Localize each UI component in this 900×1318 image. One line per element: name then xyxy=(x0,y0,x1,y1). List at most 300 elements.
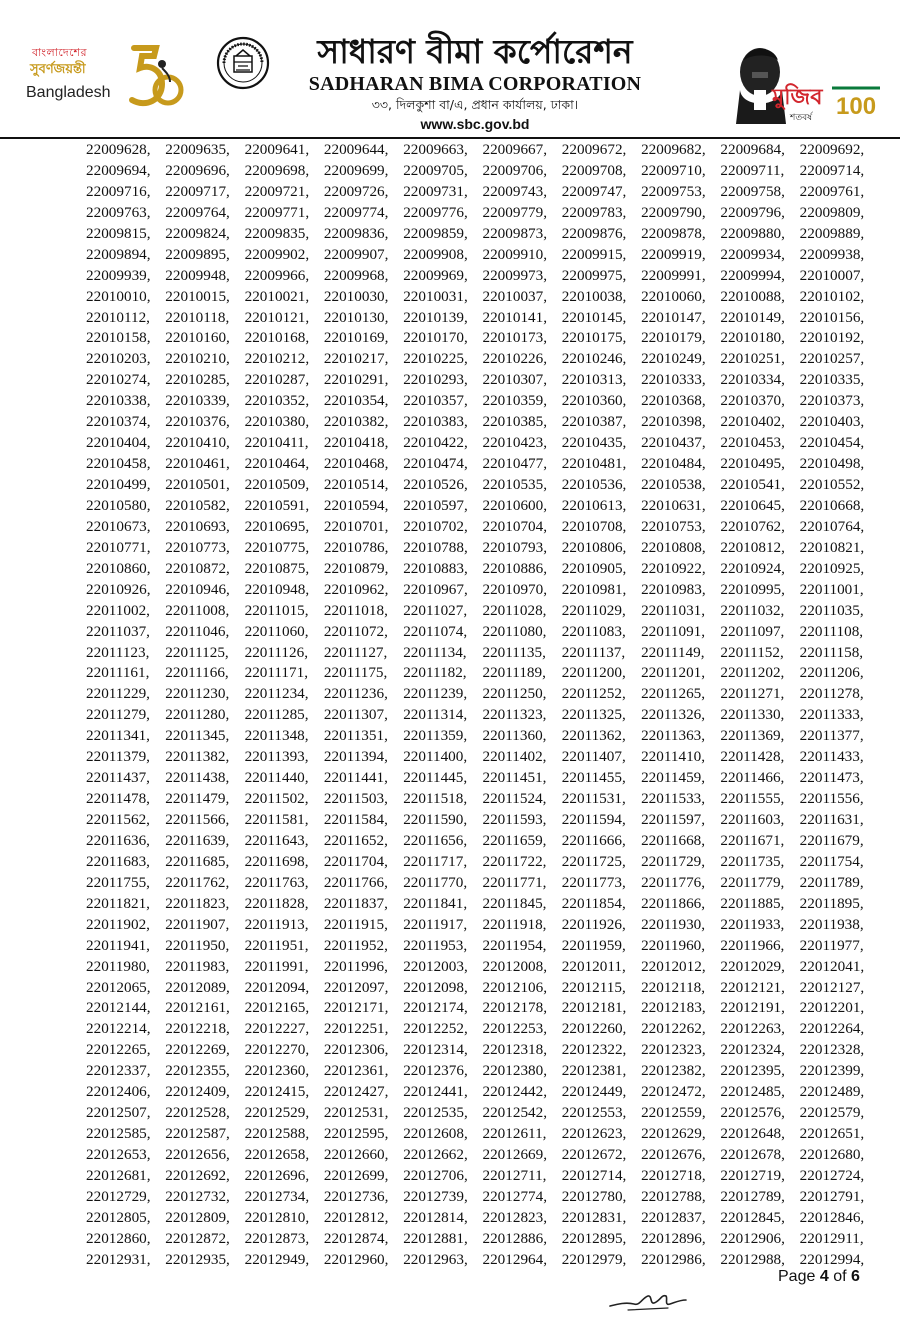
policy-number: 22011773, xyxy=(561,873,626,891)
policy-number: 22011125, xyxy=(165,643,229,661)
policy-number: 22011271, xyxy=(720,685,785,703)
mujib-centenary-logo xyxy=(712,32,882,127)
policy-number: 22010251, xyxy=(720,350,785,368)
policy-number: 22011202, xyxy=(720,664,785,682)
policy-number: 22011161, xyxy=(86,664,150,682)
policy-number: 22012415, xyxy=(244,1083,310,1101)
policy-number: 22009764, xyxy=(165,203,230,221)
policy-number: 22009783, xyxy=(561,203,627,221)
policy-number: 22011917, xyxy=(403,915,468,933)
policy-number: 22012360, xyxy=(244,1062,310,1080)
policy-number: 22011685, xyxy=(165,852,230,870)
policy-number: 22012911, xyxy=(799,1229,864,1247)
policy-number: 22010501, xyxy=(165,476,230,493)
policy-number: 22012964, xyxy=(482,1250,548,1268)
policy-number: 22012265, xyxy=(86,1041,151,1059)
number-row xyxy=(86,496,876,517)
mujib-logo-sub: শতবর্ষ xyxy=(790,113,813,123)
policy-number: 22012699, xyxy=(323,1166,389,1184)
policy-number: 22010762, xyxy=(720,517,785,535)
policy-number: 22010883, xyxy=(403,559,468,577)
policy-number: 22012660, xyxy=(323,1146,389,1163)
policy-number: 22012065, xyxy=(86,978,151,996)
policy-number: 22012361, xyxy=(323,1062,389,1080)
policy-number: 22012376, xyxy=(403,1062,468,1080)
policy-number: 22011631, xyxy=(799,811,864,828)
policy-number: 22012662, xyxy=(403,1146,468,1163)
policy-number: 22012873, xyxy=(244,1229,310,1247)
policy-number: 22011001, xyxy=(799,580,864,598)
policy-number: 22011593, xyxy=(482,811,547,828)
policy-number: 22011823, xyxy=(165,894,230,912)
number-row xyxy=(86,1124,876,1145)
policy-number: 22012810, xyxy=(244,1208,310,1226)
policy-number: 22012874, xyxy=(323,1229,389,1247)
policy-number: 22009710, xyxy=(641,161,706,179)
policy-number: 22012706, xyxy=(403,1166,468,1184)
policy-number: 22012535, xyxy=(403,1104,468,1122)
policy-number: 22011002, xyxy=(86,601,150,619)
number-row xyxy=(86,978,876,999)
policy-number: 22011966, xyxy=(720,936,785,954)
number-row xyxy=(86,1019,876,1040)
policy-number: 22009907, xyxy=(323,245,389,263)
policy-number: 22011182, xyxy=(403,664,467,682)
policy-number: 22010030, xyxy=(323,287,389,305)
corporation-address: ৩৩, দিলকুশা বা/এ, প্রধান কার্যালয়, ঢাকা। xyxy=(371,97,579,112)
policy-number: 22011913, xyxy=(244,915,309,933)
policy-number: 22010922, xyxy=(641,559,706,577)
policy-number: 22012012, xyxy=(641,957,706,975)
policy-number: 22010477, xyxy=(482,455,548,473)
number-row xyxy=(86,140,876,161)
policy-number: 22011189, xyxy=(482,664,546,682)
policy-number: 22012094, xyxy=(244,978,310,996)
policy-number: 22012845, xyxy=(720,1208,785,1226)
policy-number: 22012121, xyxy=(720,978,785,996)
policy-number: 22012409, xyxy=(165,1083,230,1101)
policy-number: 22011983, xyxy=(165,957,230,975)
policy-number: 22011158, xyxy=(799,643,864,661)
number-row xyxy=(86,1061,876,1082)
policy-number: 22010037, xyxy=(482,287,548,305)
policy-number: 22011918, xyxy=(482,915,547,933)
policy-number: 22011394, xyxy=(323,748,388,766)
policy-number: 22011362, xyxy=(561,727,626,745)
policy-number: 22009776, xyxy=(403,203,468,221)
policy-number: 22011473, xyxy=(799,769,864,787)
policy-number: 22009635, xyxy=(165,141,230,158)
policy-number: 22012529, xyxy=(244,1104,310,1122)
page-label: Page xyxy=(778,1268,816,1285)
policy-number: 22011236, xyxy=(323,685,388,703)
policy-number: 22010192, xyxy=(799,329,865,347)
policy-number: 22012846, xyxy=(799,1208,865,1226)
policy-number: 22011698, xyxy=(244,852,309,870)
policy-number: 22010246, xyxy=(561,350,627,368)
policy-number: 22012837, xyxy=(641,1208,706,1226)
policy-number: 22011265, xyxy=(641,685,706,703)
policy-number: 22011828, xyxy=(244,894,309,912)
policy-number: 22012528, xyxy=(165,1104,230,1122)
golden-jubilee-line2: সুবর্ণজয়ন্তী xyxy=(30,62,86,77)
policy-number: 22011735, xyxy=(720,852,785,870)
policy-number: 22010374, xyxy=(86,413,151,431)
policy-number: 22012314, xyxy=(403,1041,468,1059)
policy-number: 22010631, xyxy=(641,496,706,514)
policy-number: 22011035, xyxy=(799,601,864,619)
policy-number: 22011407, xyxy=(561,748,626,766)
policy-number: 22011027, xyxy=(403,601,468,619)
policy-number: 22011359, xyxy=(403,727,468,745)
policy-number: 22012183, xyxy=(641,999,706,1017)
policy-number: 22010038, xyxy=(561,287,627,305)
policy-number: 22010594, xyxy=(323,496,389,514)
policy-number: 22010169, xyxy=(323,329,389,347)
policy-number: 22011360, xyxy=(482,727,547,745)
golden-jubilee-country: Bangladesh xyxy=(26,84,111,101)
policy-number: 22009895, xyxy=(165,245,230,263)
policy-number: 22010591, xyxy=(244,496,310,514)
number-row xyxy=(86,1250,876,1271)
policy-number: 22009824, xyxy=(165,224,230,242)
policy-number: 22010702, xyxy=(403,517,468,535)
policy-number: 22009672, xyxy=(561,141,627,158)
policy-number: 22010821, xyxy=(799,538,865,556)
policy-number: 22009915, xyxy=(561,245,627,263)
policy-number: 22012322, xyxy=(561,1041,627,1059)
policy-number: 22011345, xyxy=(165,727,230,745)
policy-number: 22011771, xyxy=(482,873,547,891)
policy-number: 22010010, xyxy=(86,287,151,305)
policy-number: 22009910, xyxy=(482,245,548,263)
golden-jubilee-line1: বাংলাদেশের xyxy=(32,46,88,59)
policy-number: 22010139, xyxy=(403,308,468,326)
policy-number: 22012681, xyxy=(86,1166,151,1184)
policy-number: 22012653, xyxy=(86,1146,151,1163)
policy-number: 22012262, xyxy=(641,1020,706,1038)
policy-number: 22009919, xyxy=(641,245,706,263)
policy-number: 22010410, xyxy=(165,434,230,452)
policy-number: 22011518, xyxy=(403,790,468,808)
policy-number: 22010287, xyxy=(244,371,310,389)
policy-number: 22011954, xyxy=(482,936,547,954)
policy-number: 22011459, xyxy=(641,769,706,787)
policy-number: 22012986, xyxy=(641,1250,706,1268)
policy-number: 22011341, xyxy=(86,727,150,745)
policy-number: 22012191, xyxy=(720,999,785,1017)
number-row xyxy=(86,370,876,391)
policy-number: 22010210, xyxy=(165,350,230,368)
number-row xyxy=(86,349,876,370)
policy-number: 22011097, xyxy=(720,622,785,640)
policy-number: 22011933, xyxy=(720,915,785,933)
policy-number: 22011074, xyxy=(403,622,468,640)
policy-number: 22009790, xyxy=(641,203,706,221)
policy-number: 22011659, xyxy=(482,831,547,849)
policy-number: 22012669, xyxy=(482,1146,548,1163)
policy-number: 22011679, xyxy=(799,831,864,849)
policy-number: 22010983, xyxy=(641,580,706,598)
policy-number: 22012736, xyxy=(323,1187,389,1205)
policy-number: 22010514, xyxy=(323,476,389,493)
policy-number: 22011581, xyxy=(244,811,309,828)
policy-number: 22011091, xyxy=(641,622,706,640)
policy-number: 22009771, xyxy=(244,203,310,221)
policy-number: 22010786, xyxy=(323,538,389,556)
policy-number: 22011729, xyxy=(641,852,706,870)
policy-number: 22010160, xyxy=(165,329,230,347)
number-row xyxy=(86,433,876,454)
policy-number: 22011323, xyxy=(482,706,547,724)
policy-number: 22010552, xyxy=(799,476,865,493)
policy-number: 22011643, xyxy=(244,831,309,849)
policy-number: 22009939, xyxy=(86,266,151,284)
policy-number: 22009711, xyxy=(720,161,785,179)
policy-number: 22010995, xyxy=(720,580,785,598)
policy-number: 22010645, xyxy=(720,496,785,514)
number-row xyxy=(86,705,876,726)
policy-number: 22010225, xyxy=(403,350,468,368)
policy-number: 22010376, xyxy=(165,413,230,431)
policy-number: 22011478, xyxy=(86,790,150,808)
number-row xyxy=(86,391,876,412)
policy-number: 22011845, xyxy=(482,894,547,912)
policy-number: 22010226, xyxy=(482,350,548,368)
number-row xyxy=(86,1229,876,1250)
policy-number: 22011280, xyxy=(165,706,230,724)
number-row xyxy=(86,203,876,224)
number-row xyxy=(86,1208,876,1229)
policy-number: 22012264, xyxy=(799,1020,865,1038)
policy-number: 22011821, xyxy=(86,894,150,912)
policy-number: 22010535, xyxy=(482,476,548,493)
policy-number: 22011866, xyxy=(641,894,706,912)
policy-number: 22012106, xyxy=(482,978,548,996)
policy-number: 22010370, xyxy=(720,392,785,410)
policy-number: 22010031, xyxy=(403,287,468,305)
policy-number: 22011239, xyxy=(403,685,468,703)
policy-number: 22012380, xyxy=(482,1062,548,1080)
policy-number: 22012252, xyxy=(403,1020,468,1038)
policy-number: 22011502, xyxy=(244,790,309,808)
policy-number: 22012328, xyxy=(799,1041,865,1059)
number-row xyxy=(86,224,876,245)
policy-number: 22012676, xyxy=(641,1146,706,1163)
policy-number: 22010948, xyxy=(244,580,310,598)
policy-number: 22012003, xyxy=(403,957,468,975)
policy-number: 22009698, xyxy=(244,161,310,179)
policy-number: 22012696, xyxy=(244,1166,310,1184)
policy-number: 22010701, xyxy=(323,517,389,535)
policy-number: 22011080, xyxy=(482,622,547,640)
number-row xyxy=(86,684,876,705)
page-of: of xyxy=(833,1268,847,1285)
policy-number: 22012489, xyxy=(799,1083,865,1101)
policy-number: 22012089, xyxy=(165,978,230,996)
policy-number: 22011991, xyxy=(244,957,309,975)
policy-number: 22010708, xyxy=(561,517,627,535)
policy-number: 22010402, xyxy=(720,413,785,431)
policy-number: 22011926, xyxy=(561,915,626,933)
policy-number: 22011229, xyxy=(86,685,150,703)
policy-number: 22011428, xyxy=(720,748,785,766)
policy-number: 22011533, xyxy=(641,790,706,808)
policy-number: 22011437, xyxy=(86,769,150,787)
corporation-title-english: SADHARAN BIMA CORPORATION xyxy=(308,73,642,95)
policy-number: 22011555, xyxy=(720,790,785,808)
policy-number: 22009948, xyxy=(165,266,230,284)
golden-jubilee-logo xyxy=(14,38,174,118)
policy-number: 22011951, xyxy=(244,936,309,954)
policy-number: 22012270, xyxy=(244,1041,310,1059)
policy-number: 22012507, xyxy=(86,1104,151,1122)
policy-number: 22011466, xyxy=(720,769,785,787)
policy-number: 22010175, xyxy=(561,329,627,347)
policy-number: 22011524, xyxy=(482,790,547,808)
policy-number: 22012214, xyxy=(86,1020,151,1038)
number-row xyxy=(86,810,876,831)
policy-number: 22011351, xyxy=(323,727,388,745)
policy-number: 22011126, xyxy=(244,643,309,661)
number-row xyxy=(86,1082,876,1103)
mujib-logo-text: মুজিব xyxy=(772,85,823,110)
policy-number: 22009761, xyxy=(799,182,865,200)
number-row xyxy=(86,287,876,308)
policy-number: 22011930, xyxy=(641,915,706,933)
policy-number: 22012809, xyxy=(165,1208,230,1226)
policy-number: 22011440, xyxy=(244,769,309,787)
policy-number: 22012860, xyxy=(86,1229,151,1247)
policy-number: 22010088, xyxy=(720,287,785,305)
policy-number: 22010788, xyxy=(403,538,468,556)
policy-number: 22010285, xyxy=(165,371,230,389)
policy-number: 22012608, xyxy=(403,1125,468,1143)
policy-number: 22011789, xyxy=(799,873,864,891)
policy-number: 22009774, xyxy=(323,203,389,221)
policy-number: 22012780, xyxy=(561,1187,627,1205)
policy-number: 22011369, xyxy=(720,727,785,745)
policy-number: 22009889, xyxy=(799,224,865,242)
policy-number: 22009731, xyxy=(403,182,468,200)
policy-number: 22012097, xyxy=(323,978,389,996)
policy-number: 22009991, xyxy=(641,266,706,284)
policy-number: 22012260, xyxy=(561,1020,627,1038)
policy-number: 22011763, xyxy=(244,873,309,891)
policy-number: 22009708, xyxy=(561,161,627,179)
policy-number: 22010536, xyxy=(561,476,627,493)
policy-number: 22010403, xyxy=(799,413,865,431)
number-row xyxy=(86,622,876,643)
policy-number: 22011135, xyxy=(482,643,546,661)
policy-number: 22010499, xyxy=(86,476,151,493)
policy-number: 22012011, xyxy=(561,957,626,975)
policy-number: 22010352, xyxy=(244,392,310,410)
policy-number: 22011779, xyxy=(720,873,785,891)
policy-number: 22010464, xyxy=(244,455,310,473)
policy-number: 22010600, xyxy=(482,496,548,514)
policy-number: 22010580, xyxy=(86,496,151,514)
policy-number: 22011278, xyxy=(799,685,864,703)
policy-number: 22011594, xyxy=(561,811,626,828)
policy-number: 22009743, xyxy=(482,182,548,200)
policy-number: 22011639, xyxy=(165,831,230,849)
policy-number: 22009880, xyxy=(720,224,785,242)
policy-number: 22012611, xyxy=(482,1125,547,1143)
policy-number: 22012595, xyxy=(323,1125,389,1143)
policy-number: 22012896, xyxy=(641,1229,706,1247)
policy-number: 22011556, xyxy=(799,790,864,808)
policy-number: 22009994, xyxy=(720,266,785,284)
policy-number: 22011379, xyxy=(86,748,150,766)
policy-number: 22009908, xyxy=(403,245,468,263)
policy-number: 22012724, xyxy=(799,1166,865,1184)
policy-number: 22012127, xyxy=(799,978,865,996)
policy-number: 22010970, xyxy=(482,580,548,598)
policy-number: 22011008, xyxy=(165,601,230,619)
number-row xyxy=(86,873,876,894)
policy-number: 22012201, xyxy=(799,999,865,1017)
policy-number: 22011722, xyxy=(482,852,547,870)
policy-number: 22011032, xyxy=(720,601,785,619)
policy-number: 22011566, xyxy=(165,811,230,828)
policy-number: 22012729, xyxy=(86,1187,151,1205)
policy-number: 22012218, xyxy=(165,1020,230,1038)
policy-number: 22009809, xyxy=(799,203,865,221)
policy-number: 22010212, xyxy=(244,350,310,368)
mujib-logo-number: 100 xyxy=(836,93,877,120)
policy-number: 22012324, xyxy=(720,1041,785,1059)
policy-number: 22011885, xyxy=(720,894,785,912)
policy-number: 22011668, xyxy=(641,831,706,849)
policy-number: 22011597, xyxy=(641,811,706,828)
number-row xyxy=(86,182,876,203)
golden-jubilee-fifty-icon xyxy=(126,38,186,118)
policy-number: 22009968, xyxy=(323,266,389,284)
policy-number: 22011123, xyxy=(86,643,150,661)
policy-number: 22010423, xyxy=(482,434,548,452)
policy-number: 22012181, xyxy=(561,999,627,1017)
policy-number: 22011941, xyxy=(86,936,150,954)
signature-mark xyxy=(608,1288,688,1314)
policy-number: 22009692, xyxy=(799,141,865,158)
policy-number: 22011230, xyxy=(165,685,230,703)
number-row xyxy=(86,580,876,601)
policy-number: 22011393, xyxy=(244,748,309,766)
policy-number: 22010291, xyxy=(323,371,389,389)
policy-number: 22012306, xyxy=(323,1041,389,1059)
corporation-title-bengali: সাধারণ বীমা কর্পোরেশন xyxy=(317,32,633,71)
policy-number: 22010383, xyxy=(403,413,468,431)
policy-number: 22010454, xyxy=(799,434,865,452)
policy-number: 22011479, xyxy=(165,790,230,808)
policy-number: 22011400, xyxy=(403,748,468,766)
policy-number: 22010693, xyxy=(165,517,230,535)
policy-number: 22010704, xyxy=(482,517,548,535)
number-row xyxy=(86,559,876,580)
policy-number: 22010354, xyxy=(323,392,389,410)
policy-number: 22012579, xyxy=(799,1104,865,1122)
policy-number: 22009717, xyxy=(165,182,230,200)
policy-number: 22010812, xyxy=(720,538,785,556)
policy-number: 22012399, xyxy=(799,1062,865,1080)
policy-number: 22011438, xyxy=(165,769,230,787)
policy-number: 22012814, xyxy=(403,1208,468,1226)
policy-number: 22011854, xyxy=(561,894,626,912)
policy-number: 22011837, xyxy=(323,894,388,912)
policy-number: 22011977, xyxy=(799,936,864,954)
corporation-seal-icon xyxy=(216,36,270,90)
